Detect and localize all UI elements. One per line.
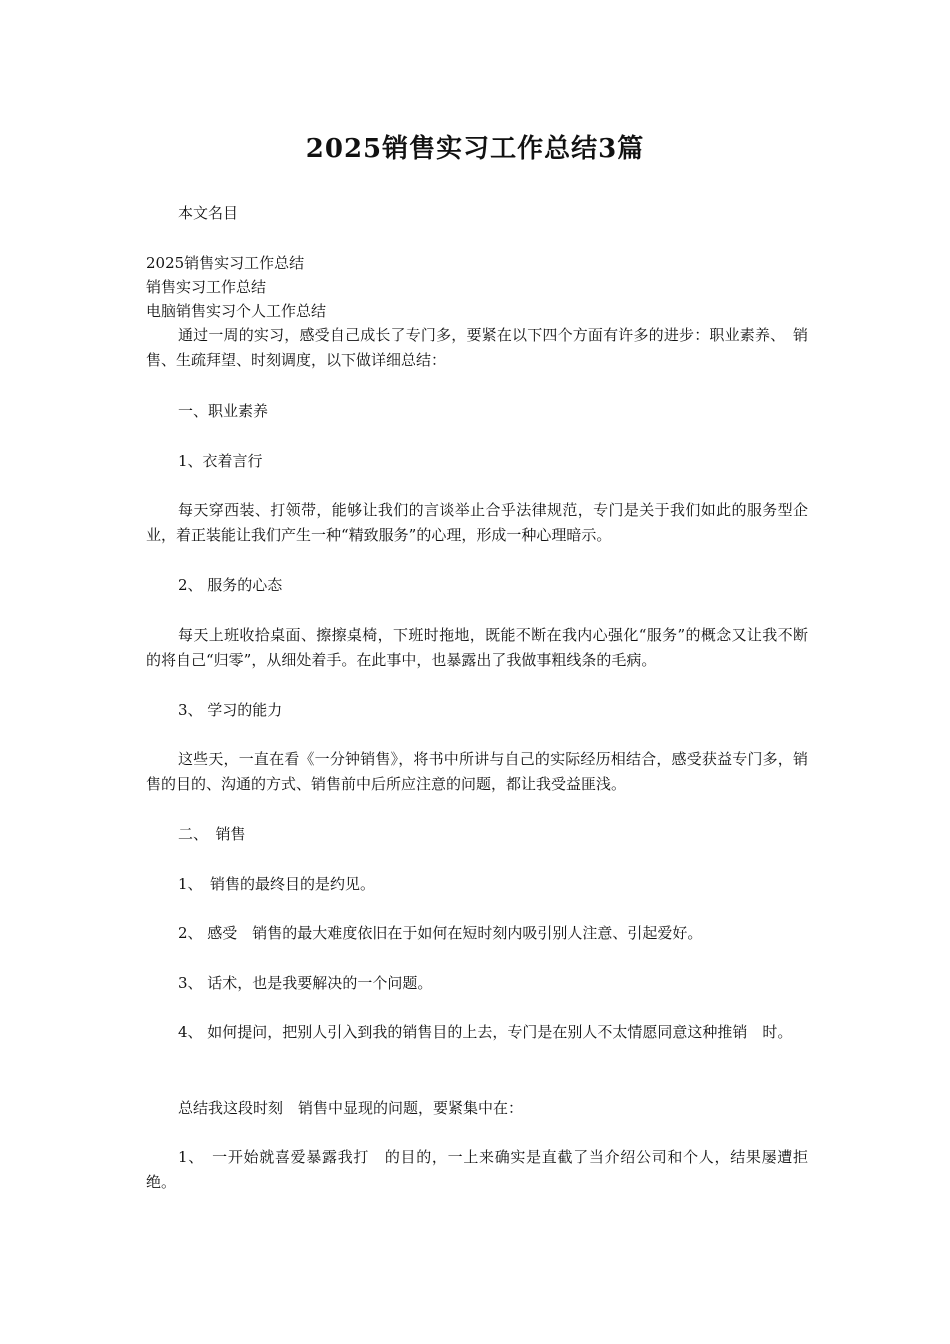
- section-2-item-4: 4、 如何提问，把别人引入到我的销售目的上去，专门是在别人不太情愿同意这种推销 时。: [178, 1023, 793, 1041]
- section-2-item-3: 3、 话术，也是我要解决的一个问题。: [178, 974, 433, 992]
- intro-paragraph: 通过一周的实习，感受自己成长了专门多，要紧在以下四个方面有许多的进步：职业素养、 销售、生疏拜望、时刻调度，以下做详细总结：: [146, 326, 808, 369]
- document-title: 2025销售实习工作总结3篇: [305, 134, 645, 164]
- section-1-item-1-heading: 1、衣着言行: [178, 452, 263, 470]
- section-2-item-2: 2、 感受 销售的最大难度依旧在于如何在短时刻内吸引别人注意、引起爱好。: [178, 924, 703, 942]
- toc-heading: 本文名目: [178, 204, 239, 222]
- section-1-heading: 一、职业素养: [178, 402, 269, 420]
- section-1-item-2-text: 每天上班收拾桌面、擦擦桌椅，下班时拖地，既能不断在我内心强化“服务”的概念又让我不断的将自己“归零”，从细处着手。在此事中，也暴露出了我做事粗线条的毛病。: [146, 626, 808, 669]
- section-1-item-2-heading: 2、 服务的心态: [178, 576, 283, 594]
- toc-item-2: 销售实习工作总结: [146, 278, 267, 296]
- section-2-item-1: 1、 销售的最终目的是约见。: [178, 875, 376, 893]
- section-2-heading: 二、 销售: [178, 825, 246, 843]
- toc-item-1: 2025销售实习工作总结: [146, 254, 305, 272]
- section-2-summary: 总结我这段时刻 销售中显现的问题，要紧集中在：: [178, 1099, 524, 1117]
- section-1-item-3-text: 这些天，一直在看《一分钟销售》，将书中所讲与自己的实际经历相结合，感受获益专门多，销售的目的、沟通的方式、销售前中后所应注意的问题，都让我受益匪浅。: [146, 750, 808, 793]
- toc-item-3: 电脑销售实习个人工作总结: [146, 302, 327, 320]
- section-1-item-3-heading: 3、 学习的能力: [178, 701, 283, 719]
- section-1-item-1-text: 每天穿西装、打领带，能够让我们的言谈举止合乎法律规范，专门是关于我们如此的服务型企业，着正装能让我们产生一种“精致服务”的心理，形成一种心理暗示。: [146, 501, 808, 544]
- section-2-problem-1: 1、 一开始就喜爱暴露我打 的目的，一上来确实是直截了当介绍公司和个人，结果屡遭拒绝。: [146, 1148, 808, 1191]
